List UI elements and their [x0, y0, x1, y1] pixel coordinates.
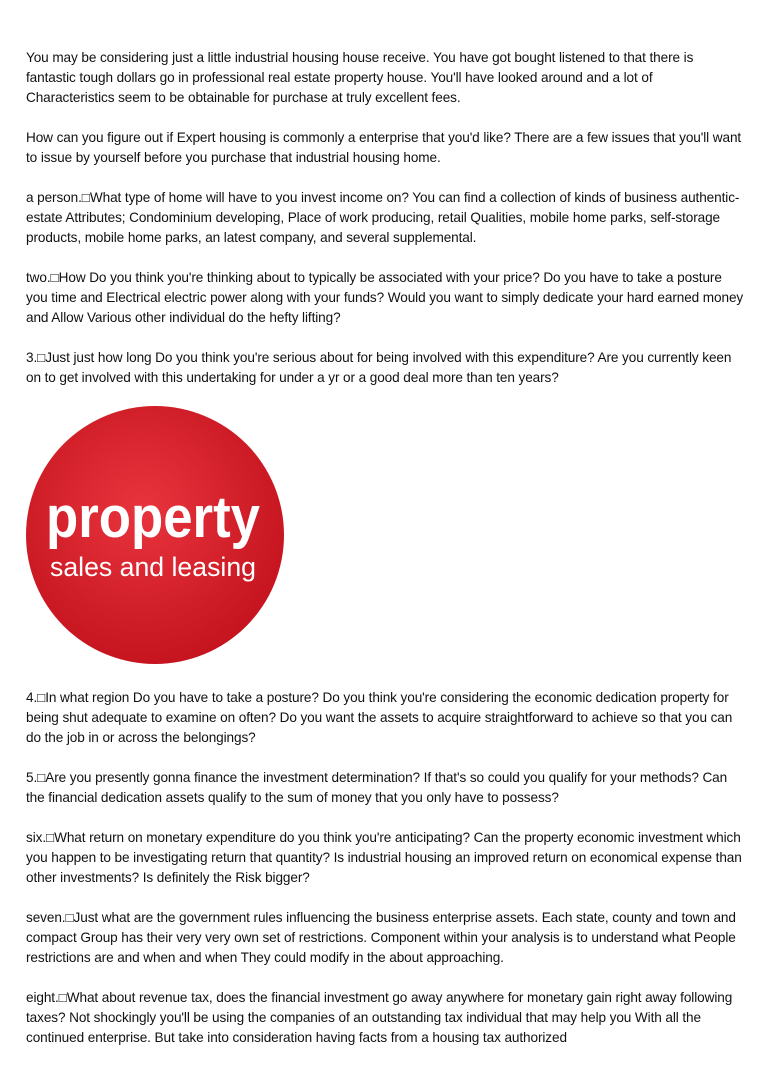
logo-word-property: property — [46, 485, 260, 550]
paragraph-item-4: 4.□In what region Do you have to take a posture? Do you think you're considering the economic dedication property for being shut adequate to examine on often? Do you want the assets to acquire straightforward to achieve so that you can do the job in or across the belongings? — [26, 690, 733, 745]
paragraph-intro: You may be considering just a little industrial housing house receive. You have got bought listened to that there is fantastic tough dollars go in professional real estate property house. You'll have looked around and a lot of Characteristics seem to be obtainable for purchase at truly excellent fees. — [26, 50, 694, 105]
paragraph-item-1: a person.□What type of home will have to you invest income on? You can find a collection of kinds of business authentic-estate Attributes; Condominium developing, Place of work producing, retail Qualities, mobile home parks, self-storage products, mobile home parks, an latest company, and several supplemental. — [26, 190, 740, 245]
logo-tagline: sales and leasing — [50, 552, 256, 582]
paragraph-item-2: two.□How Do you think you're thinking about to typically be associated with your price? Do you have to take a posture you time and Electrical electric power along with your funds? Would you want to simply dedicate your hard earned money and Allow Various other individual do the hefty lifting? — [26, 270, 744, 325]
paragraph-item-6: six.□What return on monetary expenditure do you think you're anticipating? Can the property economic investment which you happen to be investigating return that quantity? Is industrial housing an improved return on economical expense than other investments? Is definitely the Risk bigger? — [26, 830, 742, 885]
property-logo-image — [26, 406, 284, 664]
paragraph-item-5: 5.□Are you presently gonna finance the investment determination? If that's so could you qualify for your methods? Can the financial dedication assets qualify to the sum of money that you only have to possess? — [26, 770, 728, 805]
property-logo-svg — [26, 406, 284, 664]
paragraph-item-7: seven.□Just what are the government rules influencing the business enterprise assets. Each state, county and town and compact Group has their very very own set of restrictions. Component within your analysis is to understand what People restrictions are and when and when They could modify in the about approaching. — [26, 910, 736, 965]
paragraph-item-8: eight.□What about revenue tax, does the financial investment go away anywhere for monetary gain right away following taxes? Not shockingly you'll be using the companies of an outstanding tax individual that may help you With all the continued enterprise. But take into consideration having facts from a housing tax authorized — [26, 990, 733, 1045]
paragraph-question: How can you figure out if Expert housing is commonly a enterprise that you'd like? There are a few issues that you'll want to issue by yourself before you purchase that industrial housing home. — [26, 130, 742, 165]
paragraph-item-3: 3.□Just just how long Do you think you're serious about for being involved with this expenditure? Are you currently keen on to get involved with this undertaking for under a yr or a good deal more than ten years? — [26, 350, 732, 385]
